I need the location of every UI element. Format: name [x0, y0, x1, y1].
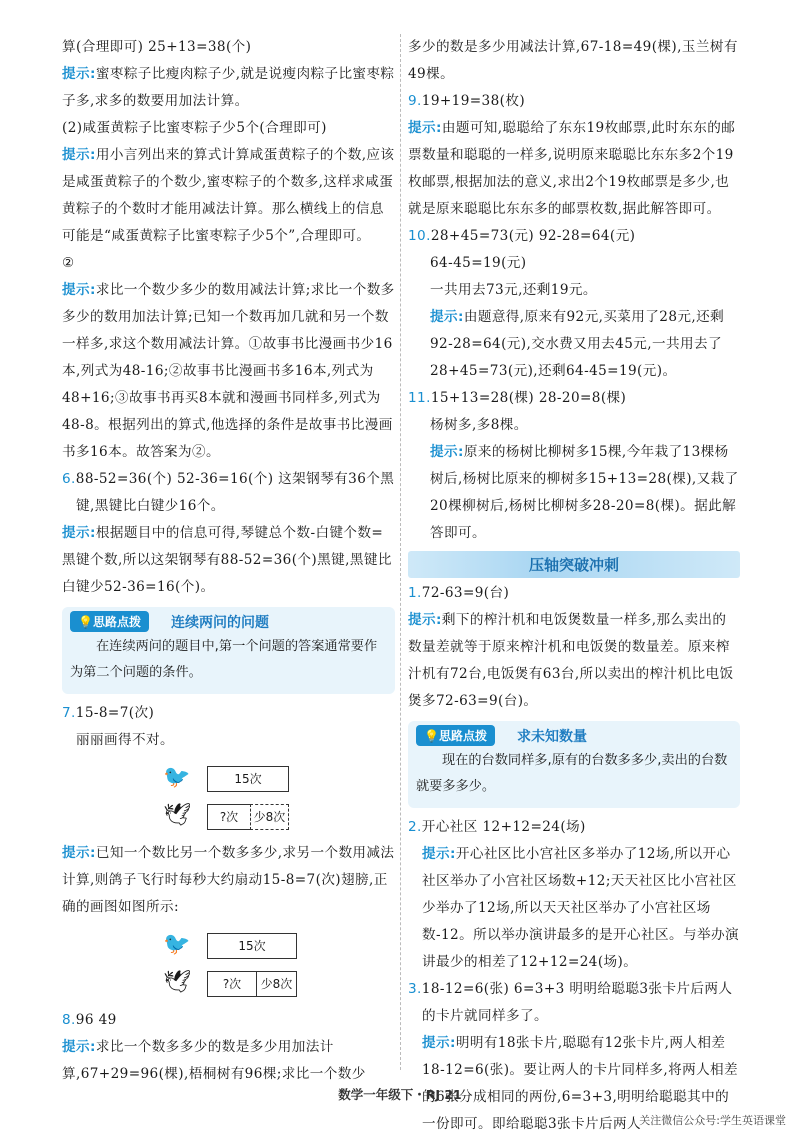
watermark: 关注微信公众号:学生英语课堂 [639, 1114, 786, 1127]
hint-text: 剩下的榨汁机和电饭煲数量一样多,那么卖出的数量差就等于原来榨汁机和电饭煲的数量差。原来榨汁机有72台,电饭煲有63台,所以卖出的榨汁机比电饭煲多72-63=9(台)。 [408, 612, 734, 709]
answer-line: 64-45=19(元) [430, 255, 527, 271]
answer-text: 15-8=7(次) [75, 705, 155, 721]
hint-label: 提示: [422, 846, 456, 862]
hint-text: 求比一个数少多少的数用减法计算;求比一个数多多少的数用加法计算;已知一个数再加几就和另一个数一样多,求这个数用减法计算。①故事书比漫画书少16本,列式为48-16;②故事书比漫画书多16本,列式为48+16;③故事书再买8本就和漫画书同样多,列式为48-8。根据列出的算式,他选择的条件是故事书比漫画书多16本。故答案为②。 [62, 282, 395, 460]
unknown-bar: ?次 [207, 971, 257, 997]
question-number: 3. [408, 981, 422, 997]
tip-box-title: 求未知数量 [516, 728, 587, 745]
comparison-diagram [62, 927, 395, 1001]
hint-paragraph [408, 304, 740, 385]
top-bar: 15次 [207, 766, 289, 792]
dove-icon: 🕊 [163, 803, 191, 828]
answer-line: 一共用去73元,还剩19元。 [430, 282, 597, 298]
tip-box-header [70, 611, 387, 632]
hint-label: 提示: [430, 444, 464, 460]
tip-box [408, 721, 740, 808]
hint-continuation: 多少的数是多少用减法计算,67-18=49(棵),玉兰树有49棵。 [408, 39, 738, 82]
question-11-answer [408, 385, 740, 412]
hint-paragraph [62, 277, 395, 466]
tip-box [62, 607, 395, 694]
question-8-answer [62, 1007, 395, 1034]
hint-text: 蜜枣粽子比瘦肉粽子少,就是说瘦肉粽子比蜜枣粽子多,求多的数要用加法计算。 [62, 66, 395, 109]
answer-text: 15+13=28(棵) 28-20=8(棵) [430, 390, 627, 406]
tip-badge-label: 思路点拨 [92, 615, 141, 629]
question-7-answer [62, 700, 395, 727]
hint-text: 求比一个数多多少的数是多少用加法计算,67+29=96(棵),梧桐树有96棵;求比一个数少 [62, 1039, 366, 1082]
bird-icon: 🐦 [163, 765, 191, 790]
hint-paragraph [62, 840, 395, 921]
top-bar: 15次 [207, 933, 297, 959]
hint-label: 提示: [408, 612, 442, 628]
comparison-diagram [62, 760, 395, 834]
hint-label: 提示: [62, 525, 96, 541]
lightbulb-icon: 💡 [424, 729, 439, 743]
hint-text: 由题意得,原来有92元,买菜用了28元,还剩92-28=64(元),交水费又用去45元,一共用去了28+45=73(元),还剩64-45=19(元)。 [430, 309, 725, 379]
less-bar: 少8次 [256, 971, 297, 997]
hint-text: 已知一个数比另一个数多多少,求另一个数用减法计算,则鸽子飞行时每秒大约扇动15-8=7(次)翅膀,正确的画图如图所示: [62, 845, 395, 915]
tip-box-title: 连续两问的问题 [170, 614, 269, 631]
answer-text: 72-63=9(台) [421, 585, 510, 601]
answer-text: 19+19=38(枚) [421, 93, 526, 109]
question-number: 9. [408, 93, 422, 109]
unknown-bar: ?次 [207, 804, 251, 830]
hint-label: 提示: [62, 66, 96, 82]
challenge-2-answer [408, 814, 740, 841]
tip-box-body: 现在的台数同样多,原有的台数多多少,卖出的台数就要多多少。 [416, 753, 728, 794]
less-bar: 少8次 [250, 804, 289, 830]
question-number: 1. [408, 585, 422, 601]
answer-text: 96 49 [75, 1012, 117, 1028]
hint-text: 由题可知,聪聪给了东东19枚邮票,此时东东的邮票数量和聪聪的一样多,说明原来聪聪比东东多2个19枚邮票,根据加法的意义,求出2个19枚邮票是多少,也就是原来聪聪比东东多的邮票枚数,据此解答即可。 [408, 120, 736, 217]
answer-text: 28+45=73(元) 92-28=64(元) [430, 228, 636, 244]
question-number: 11. [408, 390, 431, 406]
column-divider [400, 34, 401, 1070]
hint-label: 提示: [62, 845, 96, 861]
answer-line: ② [62, 255, 75, 271]
tip-badge [416, 725, 495, 746]
lightbulb-icon: 💡 [78, 615, 93, 629]
question-number: 6. [62, 471, 76, 487]
section-banner: 压轴突破冲刺 [408, 551, 740, 578]
dove-icon: 🕊 [163, 970, 191, 995]
hint-text: 用小言列出来的算式计算咸蛋黄粽子的个数,应该是咸蛋黄粽子的个数少,蜜枣粽子的个数多,这样求咸蛋黄粽子的个数时才能用减法计算。那么横线上的信息可能是“咸蛋黄粽子比蜜枣粽子少5个”,合理即可。 [62, 147, 395, 244]
answer-line: 杨树多,多8棵。 [430, 417, 528, 433]
question-10-answer [408, 223, 740, 250]
hint-paragraph [62, 61, 395, 115]
tip-badge [70, 611, 149, 632]
bird-icon: 🐦 [163, 932, 191, 957]
hint-text: 明明有18张卡片,聪聪有12张卡片,两人相差18-12=6(张)。要让两人的卡片同样多,将两人相差的6张分成相同的两份,6=3+3,明明给聪聪其中的一份即可。即给聪聪3张卡片后两人 [422, 1035, 739, 1132]
answer-line: 丽丽画得不对。 [76, 732, 174, 748]
challenge-1-answer [408, 580, 740, 607]
hint-label: 提示: [62, 1039, 96, 1055]
answer-line: 算(合理即可) 25+13=38(个) [62, 39, 252, 55]
hint-paragraph [408, 607, 740, 715]
challenge-3-answer [408, 976, 740, 1030]
hint-paragraph [62, 142, 395, 250]
question-number: 10. [408, 228, 431, 244]
page-footer: 数学一年级下・RJ 21 [338, 1087, 462, 1102]
hint-label: 提示: [62, 147, 96, 163]
hint-label: 提示: [430, 309, 464, 325]
question-number: 7. [62, 705, 76, 721]
question-number: 2. [408, 819, 422, 835]
question-9-answer [408, 88, 740, 115]
hint-paragraph [408, 439, 740, 547]
tip-badge-label: 思路点拨 [438, 729, 487, 743]
answer-text: 18-12=6(张) 6=3+3 明明给聪聪3张卡片后两人的卡片就同样多了。 [421, 981, 733, 1024]
hint-text: 开心社区比小宫社区多举办了12场,所以开心社区举办了小宫社区场数+12;天天社区比小宫社区少举办了12场,所以天天社区举办了小宫社区场数-12。所以举办演讲最多的是开心社区。与举办演讲最少的相差了12+12=24(场)。 [422, 846, 739, 970]
question-number: 8. [62, 1012, 76, 1028]
hint-label: 提示: [408, 120, 442, 136]
left-column [62, 34, 395, 1088]
question-6-answer [62, 466, 395, 520]
answer-text: 开心社区 12+12=24(场) [421, 819, 586, 835]
hint-paragraph [408, 115, 740, 223]
hint-paragraph [62, 1034, 395, 1088]
hint-text: 根据题目中的信息可得,琴键总个数-白键个数=黑键个数,所以这架钢琴有88-52=36(个)黑键,黑键比白键少52-36=16(个)。 [62, 525, 392, 595]
right-column [408, 34, 740, 1138]
answer-line: (2)咸蛋黄粽子比蜜枣粽子少5个(合理即可) [62, 120, 327, 136]
hint-label: 提示: [62, 282, 96, 298]
hint-label: 提示: [422, 1035, 456, 1051]
tip-box-header [416, 725, 732, 746]
answer-text: 88-52=36(个) 52-36=16(个) 这架钢琴有36个黑键,黑键比白键少16个。 [75, 471, 395, 514]
hint-paragraph [408, 841, 740, 976]
hint-text: 原来的杨树比柳树多15棵,今年栽了13棵杨树后,杨树比原来的柳树多15+13=28(棵),又栽了20棵柳树后,杨树比柳树多28-20=8(棵)。据此解答即可。 [430, 444, 739, 541]
tip-box-body: 在连续两问的题目中,第一个问题的答案通常要作为第二个问题的条件。 [70, 639, 378, 680]
hint-paragraph [62, 520, 395, 601]
